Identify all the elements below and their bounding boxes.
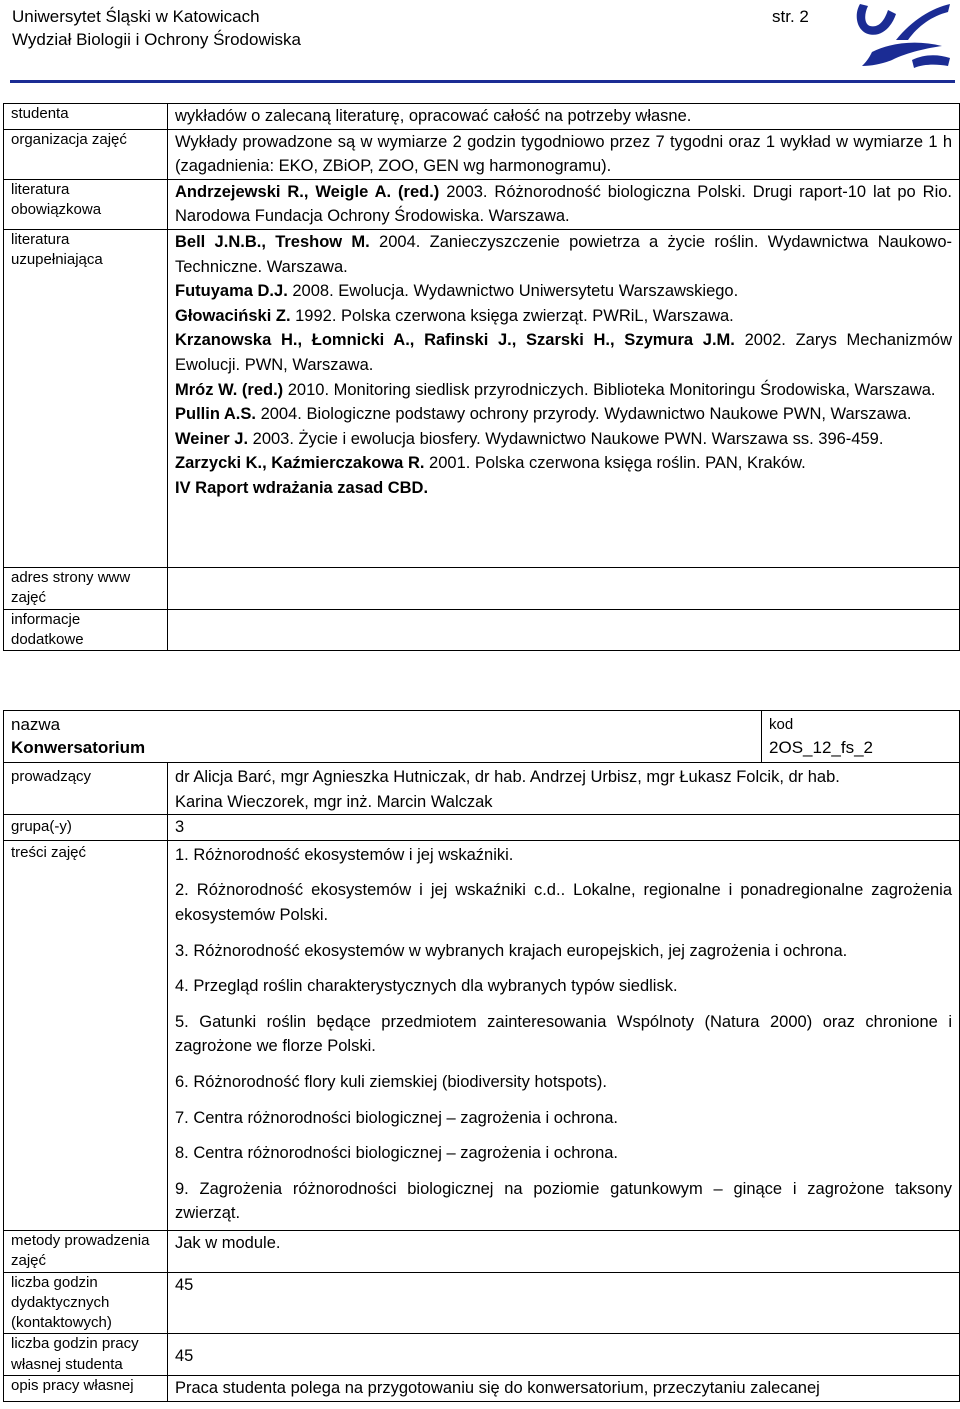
grupa-value: 3 [175,818,185,837]
godziny-kontaktowe-value: 45 [175,1275,194,1294]
list-item: 3. Różnorodność ekosystemów w wybranych krajach europejskich, jej zagrożenia i ochrona. [175,941,848,960]
label-literatura-uzupelniajaca-2: uzupełniająca [11,251,103,269]
header-divider [10,80,955,83]
list-item: Zarzycki K., Kaźmierczakowa R. 2001. Polska czerwona księga roślin. PAN, Kraków. [175,454,806,473]
label-grupa: grupa(-y) [11,818,72,836]
label-metody-1: metody prowadzenia [11,1231,150,1249]
list-item: Głowaciński Z. 1992. Polska czerwona księga zwierząt. PWRiL, Warszawa. [175,306,734,325]
page-number: str. 2 [772,7,809,26]
label-opis-pracy: opis pracy własnej [11,1376,134,1394]
document-header [12,5,301,51]
label-literatura-obowiazkowa-1: literatura [11,180,70,198]
label-adres-1: adres strony www [11,568,131,586]
adres-value [168,567,960,609]
label-kod: kod [769,716,794,733]
opis-pracy-value: Praca studenta polega na przygotowaniu się do konwersatorium, przeczytaniu zalecanej [175,1378,820,1397]
course-table-continued [3,103,960,651]
label-informacje-2: dodatkowe [11,630,84,648]
course-code: 2OS_12_fs_2 [769,738,873,757]
table-row [4,229,960,567]
label-godziny-kontaktowe-2: dydaktycznych [11,1293,110,1311]
list-item: Pullin A.S. 2004. Biologiczne podstawy ochrony przyrody. Wydawnictwo Naukowe PWN, Warszawa. [175,405,912,424]
table-row [4,179,960,229]
metody-value: Jak w module. [175,1233,281,1252]
faculty-name: Wydział Biologii i Ochrony Środowiska [12,30,301,49]
university-name: Uniwersytet Śląski w Katowicach [12,7,260,26]
list-item: 6. Różnorodność flory kuli ziemskiej (biodiversity hotspots). [175,1072,607,1091]
table-row [4,609,960,651]
list-item: 2. Różnorodność ekosystemów i jej wskaźniki c.d.. Lokalne, regionalne i ponadregionalne zagrożenia ekosystemów Polski. [175,881,952,924]
table-row [4,711,960,763]
table-row [4,1272,960,1334]
table-row [4,1334,960,1376]
list-item: 7. Centra różnorodności biologicznej – zagrożenia i ochrona. [175,1108,619,1127]
list-item: 8. Centra różnorodności biologicznej – zagrożenia i ochrona. [175,1144,619,1163]
list-item: Krzanowska H., Łomnicki A., Rafinski J., Szarski H., Szymura J.M. 2002. Zarys Mechanizmów Ewolucji. PWN, Warszawa. [175,331,952,374]
literatura-uzupelniajaca [168,229,960,567]
table-row [4,815,960,841]
list-item: Mróz W. (red.) 2010. Monitoring siedlisk przyrodniczych. Biblioteka Monitoringu Środowiska, Warszawa. [175,380,936,399]
course-name: Konwersatorium [11,738,146,757]
label-literatura-uzupelniajaca-1: literatura [11,230,70,248]
label-godziny-kontaktowe-1: liczba godzin [11,1273,98,1291]
list-item: Bell J.N.B., Treshow M. 2004. Zanieczyszczenie powietrza a życie roślin. Wydawnictwa Naukowo-Techniczne. Warszawa. [175,232,952,276]
label-nazwa: nazwa [11,715,61,734]
label-tresci: treści zajęć [11,843,87,861]
godziny-pracy-value: 45 [175,1347,194,1366]
list-item: Futuyama D.J. 2008. Ewolucja. Wydawnictwo Uniwersytetu Warszawskiego. [175,282,739,301]
label-informacje-1: informacje [11,610,81,628]
list-item: Weiner J. 2003. Życie i ewolucja biosfery. Wydawnictwo Naukowe PWN. Warszawa ss. 396-459. [175,429,884,448]
label-organizacja: organizacja zajęć [11,130,127,148]
list-item: 1. Różnorodność ekosystemów i jej wskaźniki. [175,845,514,864]
us-logo-icon [852,0,952,78]
list-item: IV Raport wdrażania zasad CBD. [175,478,429,497]
label-prowadzacy: prowadzący [11,768,92,785]
informacje-value [168,609,960,651]
table-row [4,763,960,815]
table-row [4,840,960,1230]
label-adres-2: zajęć [11,589,47,607]
table-row [4,129,960,179]
label-godziny-pracy-2: własnej studenta [11,1355,123,1373]
label-godziny-kontaktowe-3: (kontaktowych) [11,1314,112,1332]
course-table-konwersatorium [3,710,960,1402]
tresci-list [168,840,960,1230]
table-row [4,567,960,609]
table-row [4,1375,960,1401]
label-godziny-pracy-1: liczba godzin pracy [11,1335,139,1353]
label-studenta: studenta [11,105,69,122]
list-item: 4. Przegląd roślin charakterystycznych dla wybranych typów siedlisk. [175,977,678,996]
table-row [4,104,960,130]
list-item: 5. Gatunki roślin będące przedmiotem zainteresowania Wspólnoty (Natura 2000) oraz chronione i zagrożone we florze Polski. [175,1012,952,1056]
prowadzacy-value: dr Alicja Barć, mgr Agnieszka Hutniczak, dr hab. Andrzej Urbisz, mgr Łukasz Folcik, dr hab. Karina Wieczorek, mgr inż. Marcin Walczak [175,768,840,811]
label-metody-2: zajęć [11,1252,47,1270]
studenta-text: wykładów o zalecaną literaturę, opracować całość na potrzeby własne. [175,107,692,125]
table-row [4,1230,960,1272]
literatura-obowiazkowa: Andrzejewski R., Weigle A. (red.) 2003. Różnorodność biologiczna Polski. Drugi raport-10 lat po Rio. Narodowa Fundacja Ochrony Środowiska. Warszawa. [168,179,960,229]
label-literatura-obowiazkowa-2: obowiązkowa [11,201,102,219]
list-item: 9. Zagrożenia różnorodności biologicznej na poziomie gatunkowym – ginące i zagrożone taksony zwierząt. [175,1179,952,1223]
organizacja-text: Wykłady prowadzone są w wymiarze 2 godzin tygodniowo przez 7 tygodni oraz 1 wykład w wymiarze 1 h (zagadnienia: EKO, ZBiOP, ZOO, GEN wg harmonogramu). [175,132,952,176]
